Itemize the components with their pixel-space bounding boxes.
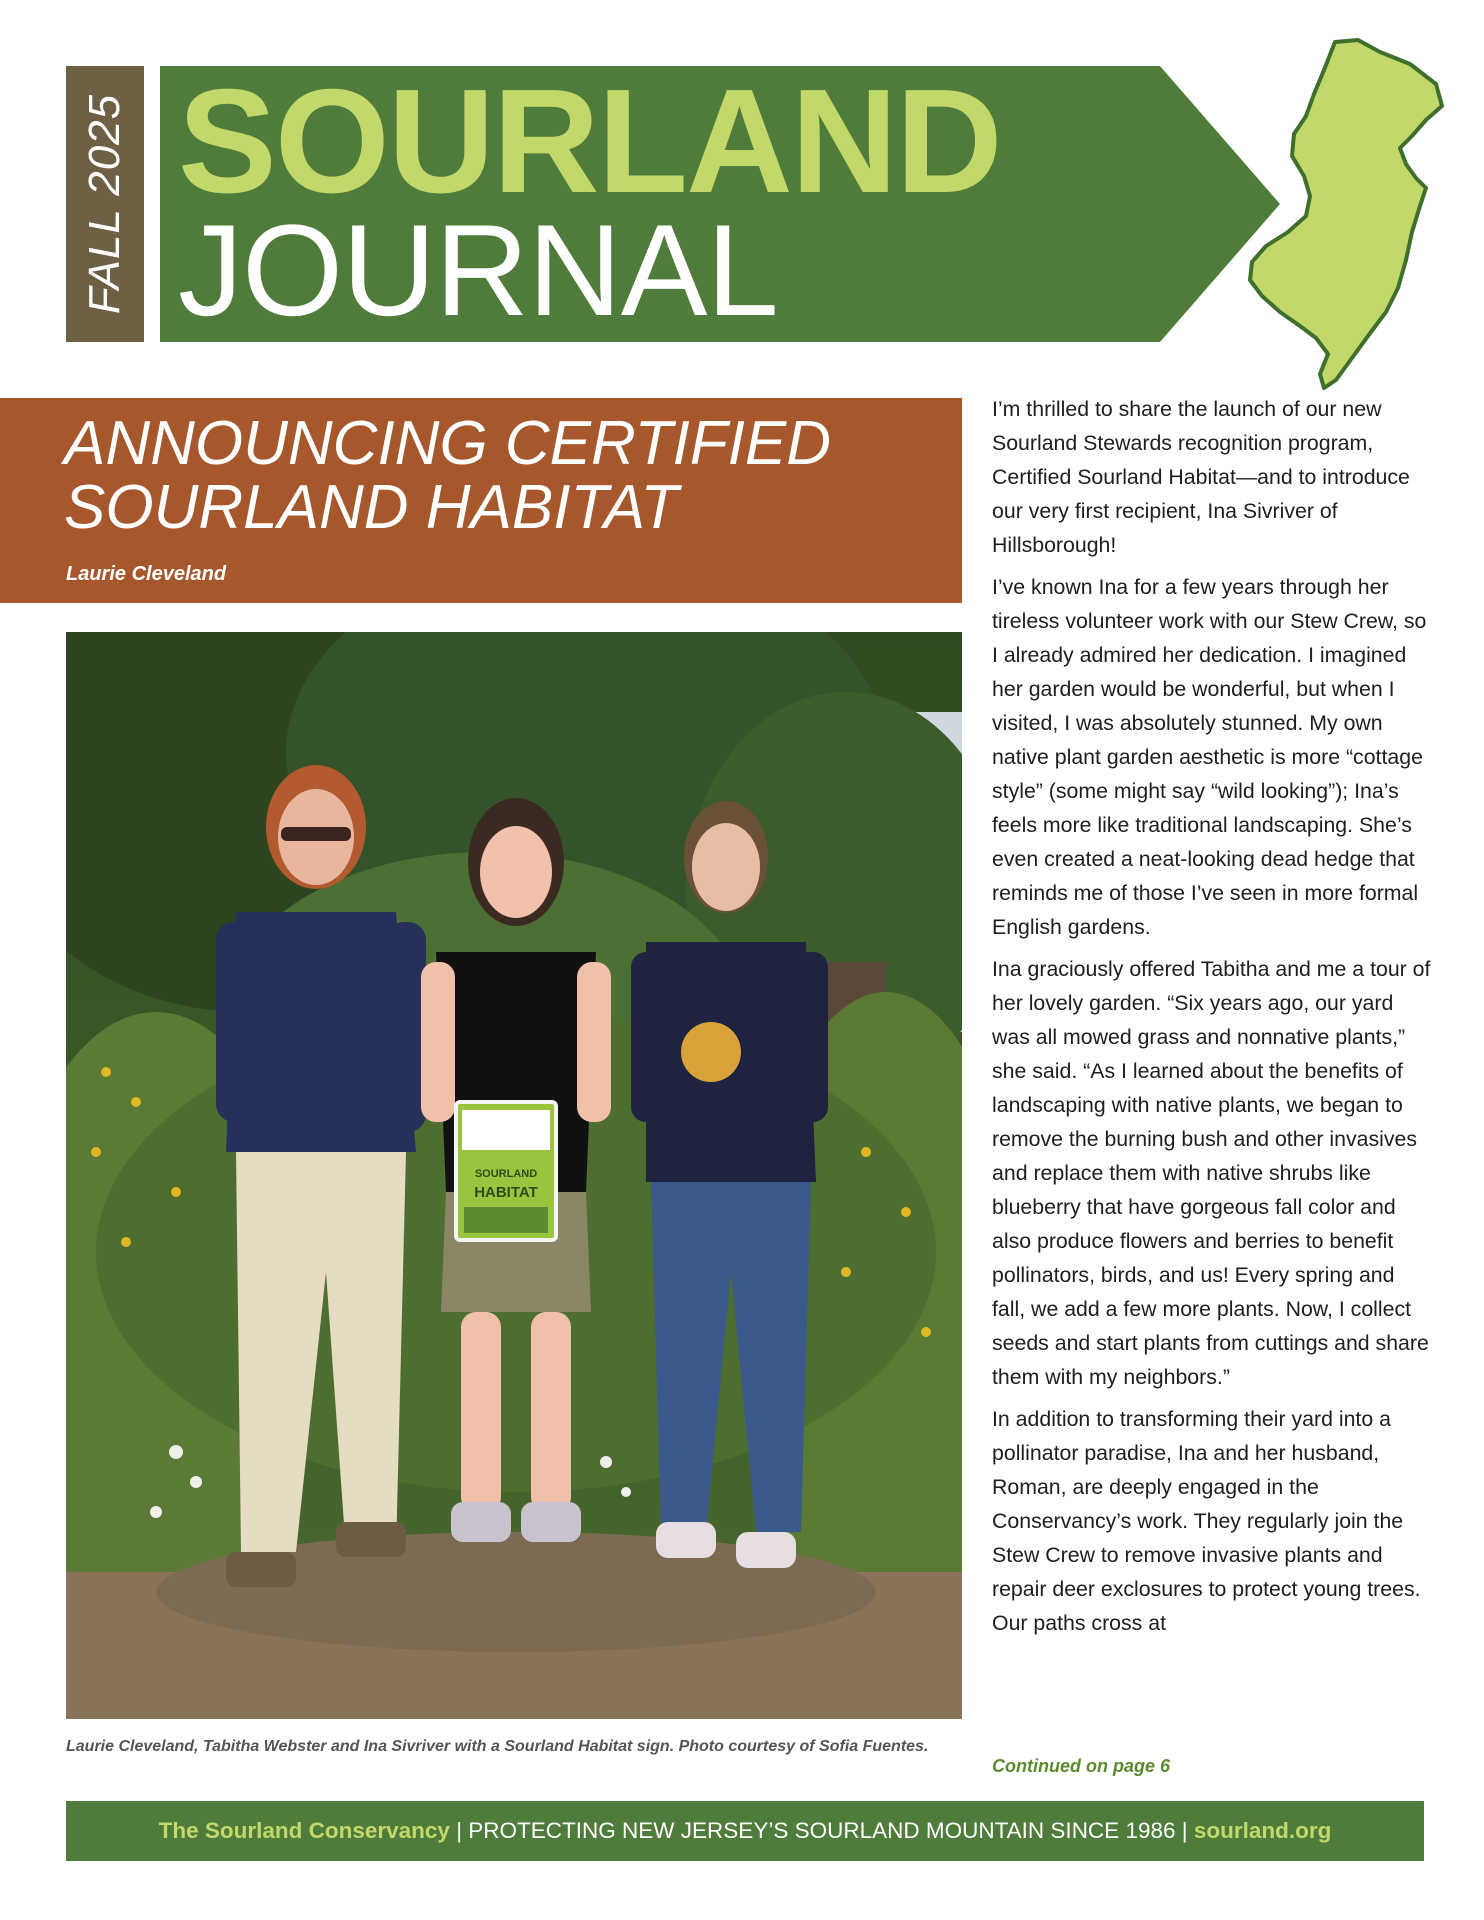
sign-title-top: SOURLAND — [474, 1168, 538, 1180]
footer-org: The Sourland Conservancy — [158, 1818, 450, 1843]
footer-separator: | — [1175, 1818, 1194, 1843]
footer-bar — [66, 1801, 1424, 1861]
headline-line-1: ANNOUNCING CERTIFIED — [64, 409, 832, 478]
article-body — [992, 392, 1432, 1648]
continued-link[interactable]: Continued on page 6 — [992, 1756, 1170, 1776]
article-byline: Laurie Cleveland — [66, 563, 227, 585]
headline-line-2: SOURLAND HABITAT — [64, 473, 679, 542]
new-jersey-map-icon — [1240, 36, 1450, 396]
photo-caption: Laurie Cleveland, Tabitha Webster and Ina Sivriver with a Sourland Habitat sign. Photo courtesy of Sofia Fuentes. — [66, 1738, 929, 1755]
article-photo — [66, 632, 962, 1719]
article-paragraph: I’ve known Ina for a few years through her tireless volunteer work with our Stew Crew, so I already admired her dedication. I imagined her garden would be wonderful, but when I visited, I was absolutely stunned. My own native plant garden aesthetic is more “cottage style” (some might say “wild looking”); Ina’s feels more like traditional landscaping. She’s even created a neat-looking dead hedge that reminds me of those I’ve seen in more formal English gardens. — [992, 575, 1427, 939]
article-paragraph: In addition to transforming their yard into a pollinator paradise, Ina and her husband, Roman, are deeply engaged in the Conservancy’s work. They regularly join the Stew Crew to remove invasive plants and repair deer exclosures to protect young trees. Our paths cross at — [992, 1407, 1421, 1635]
footer-url-link[interactable]: sourland.org — [1193, 1818, 1332, 1843]
masthead-title-top: SOURLAND — [178, 59, 1001, 224]
sign-title-bottom: HABITAT — [474, 1184, 538, 1201]
footer-separator: | — [449, 1818, 469, 1843]
article-paragraph: Ina graciously offered Tabitha and me a tour of her lovely garden. “Six years ago, our yard was all mowed grass and nonnative plants,” she said. “As I learned about the benefits of landscaping with native plants, we began to remove the burning bush and other invasives and replace them with native shrubs like blueberry that have gorgeous fall color and also produce flowers and berries to benefit pollinators, birds, and us! Every spring and fall, we add a few more plants. Now, I collect seeds and start plants from cuttings and share them with my neighbors.” — [992, 957, 1431, 1389]
masthead-title-bottom: JOURNAL — [178, 197, 778, 343]
footer-tagline: PROTECTING NEW JERSEY’S SOURLAND MOUNTAIN SINCE 1986 — [468, 1818, 1176, 1843]
season-label: FALL 2025 — [80, 93, 129, 315]
article-paragraph: I’m thrilled to share the launch of our new Sourland Stewards recognition program, Certified Sourland Habitat—and to introduce our very first recipient, Ina Sivriver of Hillsborough! — [992, 397, 1410, 557]
habitat-sign — [456, 1102, 556, 1240]
article-headline — [64, 409, 944, 542]
